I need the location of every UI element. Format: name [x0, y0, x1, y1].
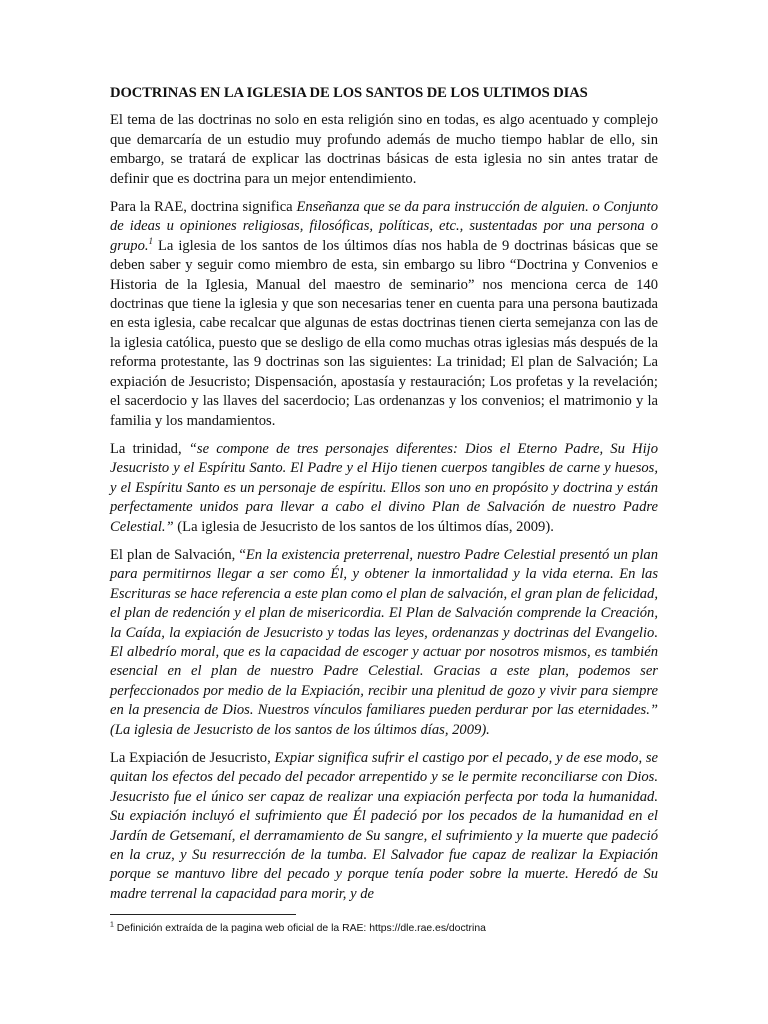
footnote: [110, 922, 670, 936]
expiacion-lead: La Expiación de Jesucristo,: [110, 750, 275, 766]
paragraph-rae-rest: La iglesia de los santos de los últimos días nos habla de 9 doctrinas básicas que se deben saber y seguir como miembro de esta, sin embargo su libro “Doctrina y Convenios e Historia de la Iglesia, Manual del maestro de seminario” nos menciona cerca de 140 doctrinas que tiene la iglesia y que son necesarias tener en cuenta para una persona bautizada en esta iglesia, cabe recalcar que algunas de estas doctrinas tienen cierta semejanza con las de la iglesia católica, puesto que se desligo de ella como muchas otras iglesias más después de la reforma protestante, las 9 doctrinas son las siguientes: La trinidad; El plan de Salvación; La expiación de Jesucristo; Dispensación, apostasía y restauración; Los profetas y la revelación; el sacerdocio y las llaves del sacerdocio; Las ordenanzas y los convenios; el matrimonio y la familia y los mandamientos.: [110, 237, 658, 429]
paragraph-rae-lead: Para la RAE, doctrina significa: [110, 199, 297, 216]
paragraph-rae-definition: [110, 198, 658, 431]
trinidad-citation: (La iglesia de Jesucristo de los santos de los últimos días, 2009).: [173, 518, 554, 535]
footnote-divider: [110, 914, 296, 915]
footnote-number: 1: [110, 921, 114, 929]
document-body: [110, 84, 658, 913]
expiacion-quote: Expiar significa sufrir el castigo por el pecado, y de ese modo, se quitan los efectos del pecado del pecador arrepentido y se le permite reconciliarse con Dios. Jesucristo fue el único ser capaz de realizar una expiación perfecta por toda la humanidad. Su expiación incluyó el sufrimiento que Él padeció por los pecados de la humanidad en el Jardín de Getsemaní, el derramamiento de Su sangre, el sufrimiento y la muerte que padeció en la cruz, y Su resurrección de la tumba. El Salvador fue capaz de realizar la Expiación porque se mantuvo libre del pecado y porque tenía poder sobre la muerte. Heredó de Su madre terrenal la capacidad para morir, y de: [110, 750, 658, 902]
paragraph-plan-salvacion: [110, 546, 658, 740]
rae-definition-quote: Enseñanza que se da para instrucción de alguien. o Conjunto de ideas u opiniones religiosas, filosóficas, políticas, etc., sustentadas por una persona o grupo.: [110, 199, 658, 254]
footnote-reference[interactable]: 1: [148, 235, 154, 246]
trinidad-quote: “se compone de tres personajes diferentes: Dios el Eterno Padre, Su Hijo Jesucristo y el Espíritu Santo. El Padre y el Hijo tienen cuerpos tangibles de carne y huesos, y el Espíritu Santo es un personaje de espíritu. Ellos son uno en propósito y doctrina y están perfectamente unidos para llevar a cabo el divino Plan de Salvación de nuestro Padre Celestial.”: [110, 440, 658, 535]
plan-salvacion-quote: En la existencia preterrenal, nuestro Padre Celestial presentó un plan para permitirnos llegar a ser como Él, y obtener la inmortalidad y la vida eterna. En las Escrituras se hace referencia a este plan como el plan de salvación, el gran plan de felicidad, el plan de redención y el plan de misericordia. El Plan de Salvación comprende la Creación, la Caída, la expiación de Jesucristo y todas las leyes, ordenanzas y doctrinas del Evangelio. El albedrío moral, que es la capacidad de escoger y actuar por nosotros mismos, es también esencial en el plan de nuestro Padre Celestial. Gracias a este plan, podemos ser perfeccionados por medio de la Expiación, recibir una plenitud de gozo y vivir para siempre en la presencia de Dios. Nuestros vínculos familiares pueden perdurar por las eternidades.”: [110, 546, 658, 719]
document-title: DOCTRINAS EN LA IGLESIA DE LOS SANTOS DE LOS ULTIMOS DIAS: [110, 85, 588, 101]
plan-salvacion-citation: (La iglesia de Jesucristo de los santos de los últimos días, 2009).: [110, 721, 490, 738]
paragraph-expiacion: [110, 749, 658, 904]
footnote-text: Definición extraída de la pagina web oficial de la RAE: https://dle.rae.es/doctrina: [113, 923, 486, 934]
plan-salvacion-lead: El plan de Salvación, “: [110, 546, 246, 563]
paragraph-trinidad: [110, 440, 658, 537]
trinidad-lead: La trinidad,: [110, 440, 189, 457]
paragraph-intro: El tema de las doctrinas no solo en esta religión sino en todas, es algo acentuado y complejo que demarcaría de un estudio muy profundo además de mucho tiempo hablar de ello, sin embargo, se tratará de explicar las doctrinas básicas de esta iglesia no sin antes tratar de definir que es doctrina para un mejor entendimiento.: [110, 112, 658, 187]
